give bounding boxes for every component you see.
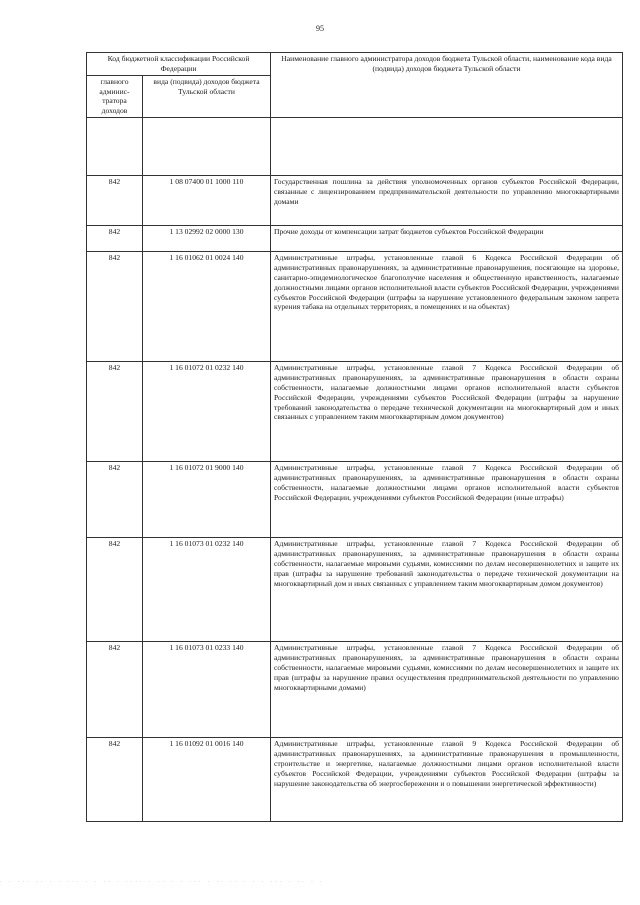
table-row — [87, 176, 623, 226]
page-number: 95 — [316, 24, 324, 33]
table-row — [87, 538, 623, 642]
income-code: 1 16 01062 01 0024 140 — [143, 252, 271, 362]
income-code: 1 16 01073 01 0233 140 — [143, 642, 271, 738]
admin-code: 842 — [87, 176, 143, 226]
income-description: Административные штрафы, установленные главой 9 Кодекса Российской Федерации об административных правонарушениях, за административные правонарушения в промышленности, строительстве и энергетике, налагаемые должностными лицами органов исполнительной власти субъектов Российской Федерации, учреждениями субъектов Российской Федерации (штрафы за нарушение законодательства об энергосбережении и о повышении энергетической эффективности) — [271, 738, 623, 822]
admin-code: 842 — [87, 226, 143, 252]
table-spacer — [87, 118, 623, 176]
header-classification-code: Код бюджетной классификации Российской Федерации — [87, 53, 271, 76]
income-code: 1 16 01072 01 9000 140 — [143, 462, 271, 538]
admin-code: 842 — [87, 538, 143, 642]
admin-code: 842 — [87, 738, 143, 822]
header-income-code: вида (подвида) доходов бюджета Тульской области — [143, 75, 271, 117]
admin-code: 842 — [87, 252, 143, 362]
scan-noise: · · ··· ·· · · ··· · · ·· · ···· · ·· · · ··· · ·· ·· · · · ··· · ·· · · — [0, 880, 325, 885]
income-description: Административные штрафы, установленные главой 7 Кодекса Российской Федерации об административных правонарушениях, за административные правонарушения в области охраны собственности, налагаемые мировыми судьями, комиссиями по делам несовершеннолетних и защите их прав (штрафы за нарушение требований законодательства о передаче технической документации на многоквартирный дом и иных связанных с управлением таким многоквартирным домом документов) — [271, 538, 623, 642]
income-code: 1 16 01092 01 0016 140 — [143, 738, 271, 822]
table-row — [87, 362, 623, 462]
admin-code: 842 — [87, 462, 143, 538]
income-description: Административные штрафы, установленные главой 7 Кодекса Российской Федерации об административных правонарушениях, за административные правонарушения в области охраны собственности, налагаемые мировыми судьями, комиссиями по делам несовершеннолетних и защите их прав (штрафы за нарушение правил осуществления предпринимательской деятельности по управлению многоквартирными домами) — [271, 642, 623, 738]
table-row — [87, 738, 623, 822]
income-description: Административные штрафы, установленные главой 7 Кодекса Российской Федерации об административных правонарушениях, за административные правонарушения в области охраны собственности, налагаемые должностными лицами органов исполнительной власти субъектов Российской Федерации, учреждениями субъектов Российской Федерации (иные штрафы) — [271, 462, 623, 538]
income-description: Административные штрафы, установленные главой 6 Кодекса Российской Федерации об административных правонарушениях, за административные правонарушения, посягающие на здоровье, санитарно-эпидемиологическое благополучие населения и общественную нравственность, налагаемые должностными лицами органов исполнительной власти субъектов Российской Федерации, учреждениями субъектов Российской Федерации (штрафы за нарушение установленного федеральным законом запрета курения табака на отдельных территориях, в помещениях и на объектах) — [271, 252, 623, 362]
table-row — [87, 226, 623, 252]
income-description: Государственная пошлина за действия уполномоченных органов субъектов Российской Федерации, связанные с лицензированием предпринимательской деятельности по управлению многоквартирными домами — [271, 176, 623, 226]
income-description: Административные штрафы, установленные главой 7 Кодекса Российской Федерации об административных правонарушениях, за административные правонарушения в области охраны собственности, налагаемые должностными лицами органов исполнительной власти субъектов Российской Федерации, учреждениями субъектов Российской Федерации (штрафы за нарушение требований законодательства о передаче технической документации на многоквартирный дом и иных связанных с управлением таким многоквартирным домом документов) — [271, 362, 623, 462]
table-row — [87, 642, 623, 738]
table-row — [87, 462, 623, 538]
admin-code: 842 — [87, 362, 143, 462]
income-code: 1 13 02992 02 0000 130 — [143, 226, 271, 252]
income-code: 1 16 01073 01 0232 140 — [143, 538, 271, 642]
admin-code: 842 — [87, 642, 143, 738]
table-row — [87, 252, 623, 362]
income-code: 1 08 07400 01 1000 110 — [143, 176, 271, 226]
income-description: Прочие доходы от компенсации затрат бюджетов субъектов Российской Федерации — [271, 226, 623, 252]
header-admin: главного админис-тратора доходов — [87, 75, 143, 117]
budget-codes-table — [86, 52, 623, 822]
income-code: 1 16 01072 01 0232 140 — [143, 362, 271, 462]
header-name: Наименование главного администратора доходов бюджета Тульской области, наименование кода вида (подвида) доходов бюджета Тульской области — [271, 53, 623, 118]
